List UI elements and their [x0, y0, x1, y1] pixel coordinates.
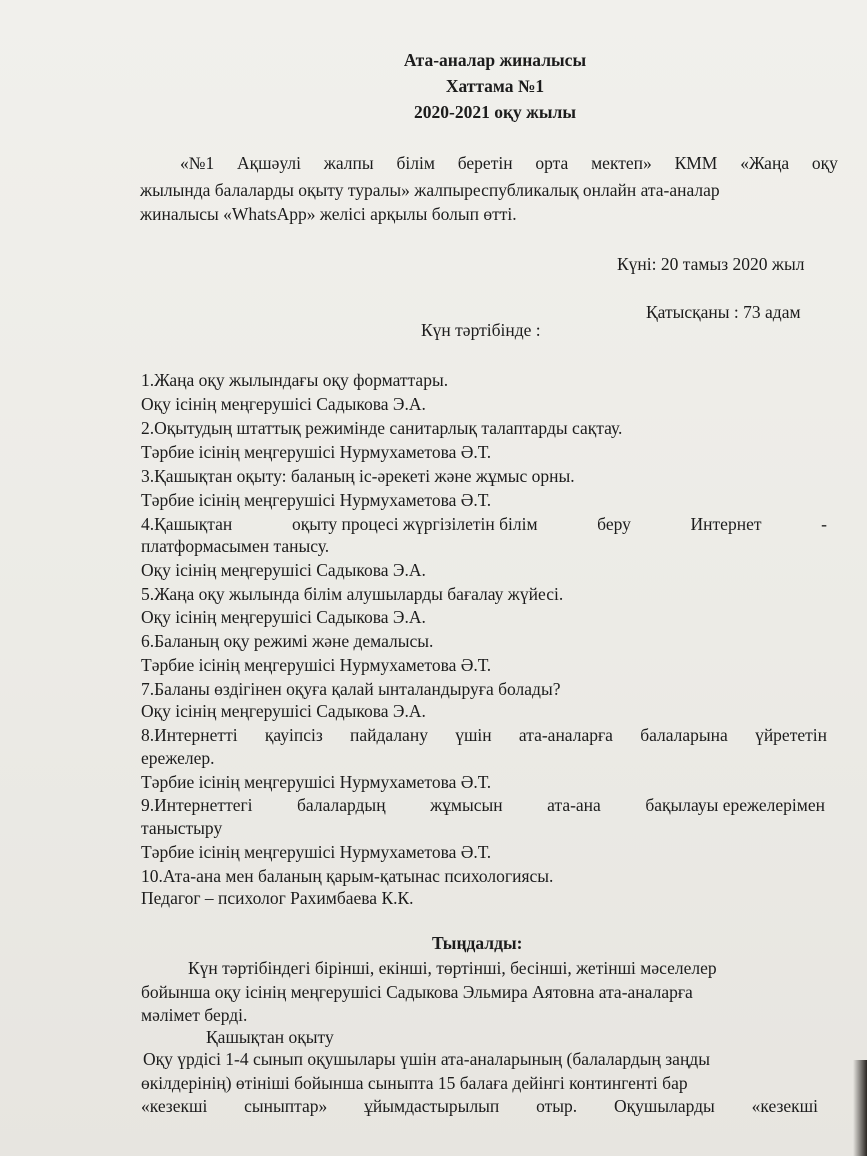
agenda-responsible-7: Оқу ісінің меңгерушісі Садыкова Э.А. [141, 701, 426, 721]
agenda-item-1: 1.Жаңа оқу жылындағы оқу форматтары. [141, 370, 449, 390]
paragraph-word: сыныптар» [244, 1096, 328, 1116]
heard-line-3: мәлімет берді. [141, 1005, 248, 1025]
paragraph-line-1: Оқу үрдісі 1-4 сынып оқушылары үшін ата-аналарының (балалардың заңды [143, 1049, 710, 1069]
paragraph-word: «кезекші [751, 1096, 818, 1116]
protocol-number: Хаттама №1 [445, 76, 545, 96]
meeting-title: Ата-аналар жиналысы [403, 50, 587, 70]
agenda-item-4-cont: платформасымен танысу. [141, 536, 330, 556]
agenda-item-8-cont: ережелер. [141, 748, 215, 768]
paragraph-word: ұйымдастырылып [364, 1096, 500, 1116]
agenda-item-9-word: ата-ана [547, 795, 601, 815]
paragraph-word: отыр. [536, 1096, 578, 1116]
school-year: 2020-2021 оқу жылы [414, 102, 576, 122]
intro-word: жалпы [323, 153, 374, 173]
agenda-item-9-word: балалардың [297, 795, 386, 815]
intro-word: «№1 [180, 153, 215, 173]
intro-word: «Жаңа [740, 153, 790, 173]
intro-line-3: жиналысы «WhatsApp» желісі арқылы болып өтті. [140, 204, 517, 224]
agenda-item-2: 2.Оқытудың штаттық режимінде санитарлық талаптарды сақтау. [141, 418, 623, 438]
agenda-item-8-word: үшін [455, 725, 492, 745]
intro-word: Ақшәулі [237, 153, 301, 173]
attendance-count: Қатысқаны : 73 адам [646, 302, 801, 322]
agenda-responsible-10: Педагог – психолог Рахимбаева К.К. [141, 888, 414, 908]
agenda-item-9-word: 9.Интернеттегі [141, 795, 253, 815]
agenda-item-9-word: жұмысын [430, 795, 503, 815]
agenda-item-5: 5.Жаңа оқу жылында білім алушыларды бағалау жүйесі. [141, 584, 564, 604]
agenda-item-4-word: - [821, 514, 827, 534]
agenda-item-4 [141, 514, 827, 534]
paragraph-line-3 [141, 1096, 818, 1116]
agenda-responsible-1: Оқу ісінің меңгерушісі Садыкова Э.А. [141, 394, 426, 414]
paragraph-line-2: өкілдерінің) өтініші бойынша сыныпта 15 балаға дейінгі контингенті бар [141, 1073, 688, 1093]
agenda-responsible-5: Оқу ісінің меңгерушісі Садыкова Э.А. [141, 607, 426, 627]
intro-line-2: жылында балаларды оқыту туралы» жалпыреспубликалық онлайн ата-аналар [140, 180, 720, 200]
agenda-item-6: 6.Баланың оқу режимі және демалысы. [141, 631, 434, 651]
intro-line-1 [180, 153, 838, 173]
agenda-responsible-2: Тәрбие ісінің меңгерушісі Нурмухаметова Ә.Т. [141, 442, 492, 462]
agenda-item-8-word: 8.Интернетті [141, 725, 238, 745]
paragraph-word: «кезекші [141, 1096, 208, 1116]
agenda-item-9-word: бақылауы ережелерімен [645, 795, 825, 815]
agenda-title: Күн тәртібінде : [421, 320, 541, 340]
agenda-item-10: 10.Ата-ана мен баланың қарым-қатынас психологиясы. [141, 866, 554, 886]
agenda-item-8-word: балаларына [640, 725, 728, 745]
meeting-date: Күні: 20 тамыз 2020 жыл [617, 254, 805, 274]
intro-word: орта [535, 153, 569, 173]
agenda-item-8-word: пайдалану [350, 725, 428, 745]
distance-learning-subtitle: Қашықтан оқыту [206, 1027, 334, 1047]
agenda-item-4-word: беру [597, 514, 631, 534]
agenda-item-9 [141, 795, 825, 815]
intro-word: беретін [457, 153, 513, 173]
agenda-item-4-word: оқыту процесі жүргізілетін білім [291, 514, 538, 534]
agenda-item-4-word: 4.Қашықтан [141, 514, 233, 534]
intro-word: КММ [674, 153, 718, 173]
heard-line-2: бойынша оқу ісінің меңгерушісі Садыкова Эльмира Аятовна ата-аналарға [141, 982, 693, 1002]
agenda-item-4-word: Интернет [690, 514, 762, 534]
agenda-responsible-8: Тәрбие ісінің меңгерушісі Нурмухаметова Ә.Т. [141, 772, 492, 792]
intro-word: оқу [811, 153, 838, 173]
agenda-item-9-cont: таныстыру [141, 818, 223, 838]
intro-word: мектеп» [591, 153, 652, 173]
page-edge-shadow [853, 1060, 867, 1156]
paragraph-word: Оқушыларды [614, 1096, 715, 1116]
agenda-responsible-3: Тәрбие ісінің меңгерушісі Нурмухаметова Ә.Т. [141, 490, 492, 510]
heard-title: Тыңдалды: [432, 933, 523, 953]
agenda-responsible-4: Оқу ісінің меңгерушісі Садыкова Э.А. [141, 560, 426, 580]
agenda-item-8 [141, 725, 827, 745]
agenda-item-7: 7.Баланы өздігінен оқуға қалай ынталандыруға болады? [141, 679, 561, 699]
agenda-item-3: 3.Қашықтан оқыту: баланың іс-әрекеті және жұмыс орны. [141, 466, 575, 486]
heard-line-1: Күн тәртібіндегі бірінші, екінші, төртінші, бесінші, жетінші мәселелер [188, 958, 717, 978]
intro-word: білім [396, 153, 435, 173]
agenda-responsible-9: Тәрбие ісінің меңгерушісі Нурмухаметова Ә.Т. [141, 842, 492, 862]
agenda-item-8-word: қауіпсіз [264, 725, 323, 745]
agenda-item-8-word: ата-аналарға [518, 725, 613, 745]
agenda-item-8-word: үйрететін [755, 725, 827, 745]
agenda-responsible-6: Тәрбие ісінің меңгерушісі Нурмухаметова Ә.Т. [141, 655, 492, 675]
